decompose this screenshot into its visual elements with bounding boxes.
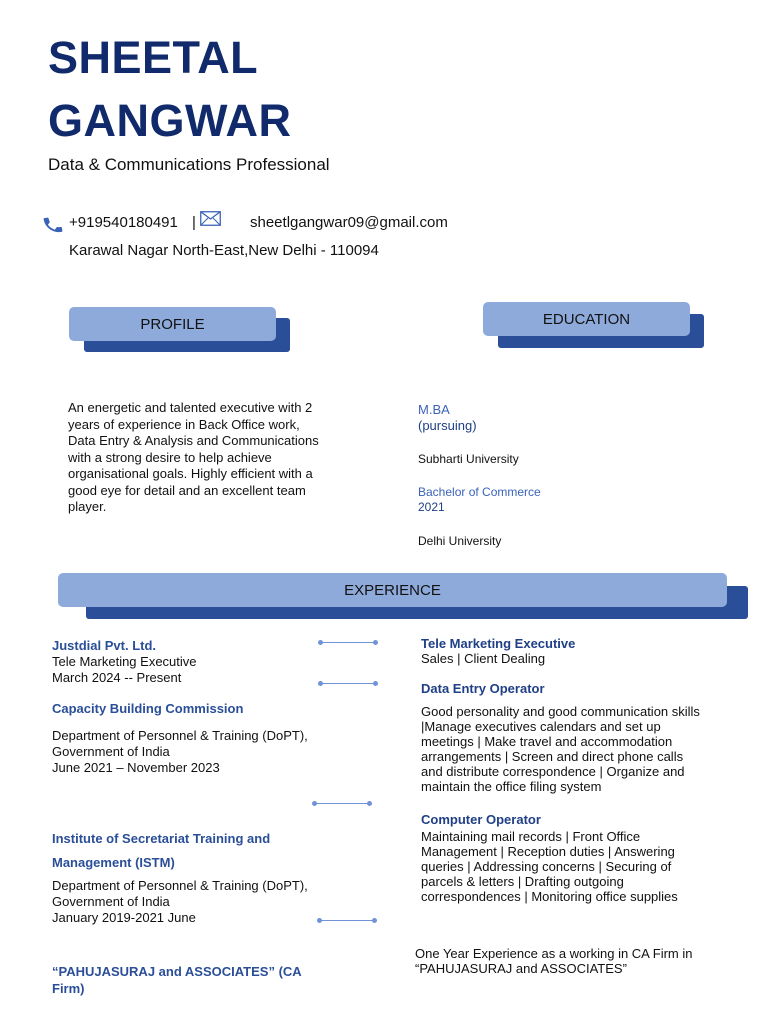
connector-line xyxy=(320,642,376,643)
experience-right-role-1: Tele Marketing Executive xyxy=(421,636,576,651)
education-year-2: 2021 xyxy=(418,500,445,514)
first-name: SHEETAL xyxy=(48,32,259,83)
experience-org-3b: Management (ISTM) xyxy=(52,855,175,870)
experience-dept-3: Department of Personnel & Training (DoPT), xyxy=(52,878,308,893)
experience-dept-2: Department of Personnel & Training (DoPT), xyxy=(52,728,308,743)
education-header xyxy=(483,302,690,336)
address: Karawal Nagar North-East,New Delhi - 110094 xyxy=(69,242,379,259)
profile-header xyxy=(69,307,276,341)
experience-dates-3: January 2019-2021 June xyxy=(52,910,196,925)
job-title: Data & Communications Professional xyxy=(48,155,330,174)
education-degree-1: M.BA xyxy=(418,402,450,417)
experience-org-3a: Institute of Secretariat Training and xyxy=(52,831,271,846)
phone-icon xyxy=(42,214,64,236)
experience-right-role-2: Data Entry Operator xyxy=(421,681,545,696)
profile-summary: An energetic and talented executive with 2 years of experience in Back Office work, Data Entry & Analysis and Communications with a strong desire to help achieve organisational goals. Highly efficient with a good eye for detail and an excellent team player. xyxy=(68,400,319,514)
desc-line: correspondences | Monitoring office supplies xyxy=(421,889,678,904)
experience-right-desc-2 xyxy=(421,704,700,794)
desc-line: One Year Experience as a working in CA Firm in xyxy=(415,946,693,961)
connector-line xyxy=(320,683,376,684)
education-institution-1: Subharti University xyxy=(418,452,519,466)
connector-line xyxy=(314,803,370,804)
desc-line: parcels & letters | Drafting outgoing xyxy=(421,874,624,889)
desc-line: Good personality and good communication skills xyxy=(421,704,700,719)
desc-line: Maintaining mail records | Front Office xyxy=(421,829,641,844)
experience-role-1: Tele Marketing Executive xyxy=(52,654,197,669)
experience-header xyxy=(58,573,727,607)
experience-org-4b: Firm) xyxy=(52,981,85,996)
candidate-name xyxy=(48,26,292,152)
desc-line: |Manage executives calendars and set up xyxy=(421,719,661,734)
desc-line: arrangements | Screen and direct phone calls xyxy=(421,749,684,764)
experience-gov-2: Government of India xyxy=(52,744,170,759)
experience-right-desc-3 xyxy=(421,829,678,904)
envelope-icon xyxy=(200,211,222,227)
profile-header-label: PROFILE xyxy=(140,315,205,333)
education-header-label: EDUCATION xyxy=(542,310,631,328)
connector-line xyxy=(319,920,375,921)
experience-header-label: EXPERIENCE xyxy=(344,581,441,599)
experience-dates-1: March 2024 -- Present xyxy=(52,670,182,685)
experience-right-role-3: Computer Operator xyxy=(421,812,541,827)
experience-dates-2: June 2021 – November 2023 xyxy=(52,760,220,775)
education-degree-2: Bachelor of Commerce xyxy=(418,485,541,499)
desc-line: and distribute correspondence | Organize and xyxy=(421,764,685,779)
email-address[interactable]: sheetlgangwar09@gmail.com xyxy=(250,214,448,231)
education-institution-2: Delhi University xyxy=(418,534,502,548)
contact-separator: | xyxy=(192,214,196,231)
desc-line: maintain the office filing system xyxy=(421,779,602,794)
desc-line: Management | Reception duties | Answering xyxy=(421,844,675,859)
experience-right-desc-4 xyxy=(415,946,692,976)
desc-line: “PAHUJASURAJ and ASSOCIATES” xyxy=(415,961,627,976)
desc-line: queries | Addressing concerns | Securing of xyxy=(421,859,672,874)
experience-right-desc-1: Sales | Client Dealing xyxy=(421,651,546,666)
experience-gov-3: Government of India xyxy=(52,894,170,909)
phone-number[interactable]: +919540180491 xyxy=(69,214,178,231)
experience-org-4a: “PAHUJASURAJ and ASSOCIATES” (CA xyxy=(52,964,302,979)
desc-line: meetings | Make travel and accommodation xyxy=(421,734,673,749)
experience-org-1: Justdial Pvt. Ltd. xyxy=(52,638,157,653)
education-status-1: (pursuing) xyxy=(418,418,477,433)
last-name: GANGWAR xyxy=(48,95,292,146)
experience-org-2: Capacity Building Commission xyxy=(52,701,244,716)
